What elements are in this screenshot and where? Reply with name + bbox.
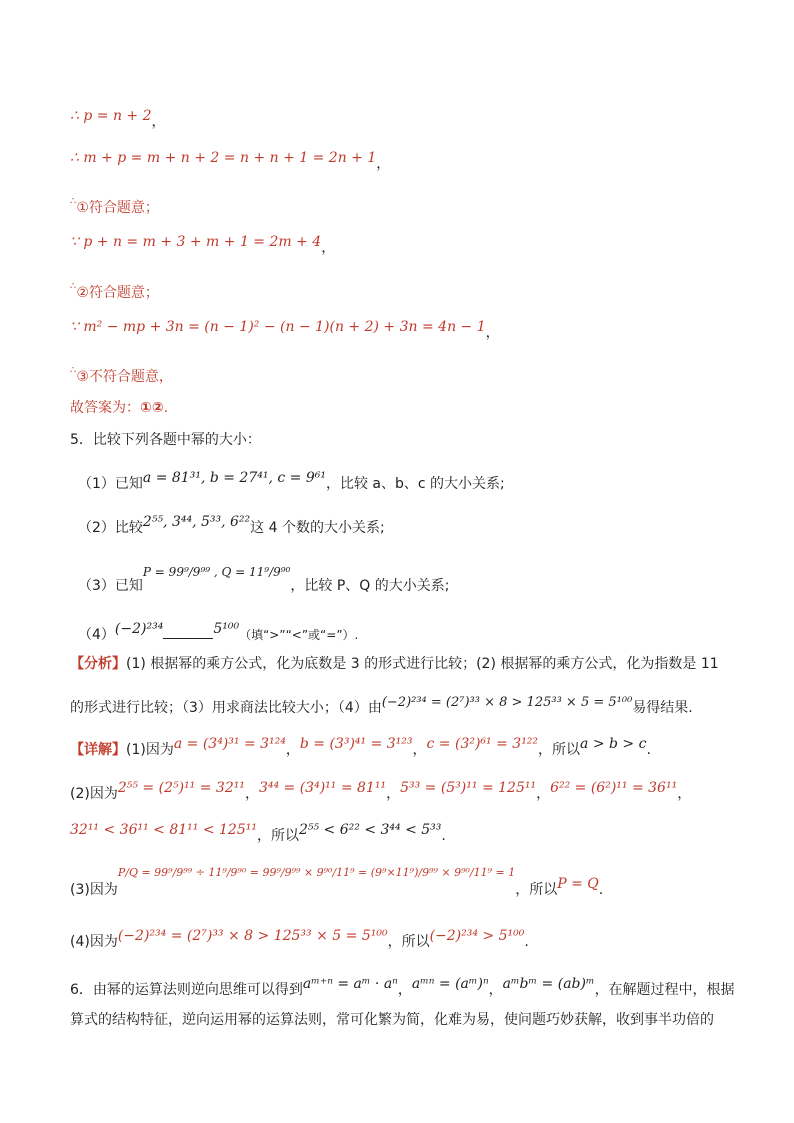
analysis-text: 的形式进行比较；（3）用求商法比较大小；（4）由 <box>70 700 382 716</box>
conclusion-text: ③不符合题意， <box>76 369 173 385</box>
detail-text: . <box>524 934 529 950</box>
question-5-part-2 <box>78 514 385 538</box>
punctuation: ， <box>376 156 391 172</box>
solution-line <box>70 232 336 256</box>
detail-math: b = (3³)⁴¹ = 3¹²³ <box>299 736 413 752</box>
solution-line <box>70 283 159 305</box>
question-math: aᵐⁿ = (aᵐ)ⁿ <box>411 976 489 992</box>
question-text: ，在解题过程中，根据 <box>594 982 735 998</box>
part-label: （3）已知 <box>78 578 143 594</box>
analysis-label: 【分析】 <box>70 656 126 672</box>
part-text: ，比较 P、Q 的大小关系; <box>290 578 450 594</box>
question-text: 6．由幂的运算法则逆向思维可以得到 <box>70 982 303 998</box>
detail-text: (4)因为 <box>70 934 118 950</box>
question-5-part-4 <box>78 621 359 645</box>
punctuation: ， <box>485 325 500 341</box>
equation: ∴ p = n + 2 <box>70 108 152 124</box>
detail-text: ， <box>677 786 692 802</box>
detail-text: (1)因为 <box>126 742 174 758</box>
part-math: a = 81³¹, b = 27⁴¹, c = 9⁶¹ <box>142 470 326 486</box>
question-math: aᵐ⁺ⁿ = aᵐ · aⁿ <box>302 976 398 992</box>
equation: ∵ m² − mp + 3n = (n − 1)² − (n − 1)(n + 2) + 3n = 4n − 1 <box>70 319 486 335</box>
detail-math: P = Q <box>557 876 599 892</box>
detail-text: ， <box>412 742 427 758</box>
detail-text: ， <box>285 742 300 758</box>
part-math: 2⁵⁵, 3⁴⁴, 5³³, 6²² <box>142 514 251 530</box>
part-text: 这 4 个数的大小关系; <box>250 520 385 536</box>
detail-line-3 <box>70 822 446 846</box>
part-label: （1）已知 <box>78 476 143 492</box>
answer-label: 故答案为： <box>70 400 140 416</box>
detail-math: 2⁵⁵ = (2⁵)¹¹ = 32¹¹ <box>117 780 245 796</box>
detail-text: ，所以 <box>515 882 558 898</box>
answer-blank[interactable] <box>163 624 213 639</box>
detail-math: 5³³ = (5³)¹¹ = 125¹¹ <box>400 780 537 796</box>
part-math-right: 5¹⁰⁰ <box>213 621 240 637</box>
answer-value: ①② <box>140 400 164 416</box>
detail-math: 3⁴⁴ = (3⁴)¹¹ = 81¹¹ <box>258 780 387 796</box>
detail-text: . <box>598 882 604 898</box>
detail-math: a > b > c <box>580 736 647 752</box>
solution-line <box>70 198 159 220</box>
detail-math: a = (3⁴)³¹ = 3¹²⁴ <box>173 736 286 752</box>
punctuation: ， <box>151 114 166 130</box>
detail-math: (−2)²³⁴ > 5¹⁰⁰ <box>429 928 525 944</box>
detail-line-5 <box>70 928 529 952</box>
question-6-line-2: 算式的结构特征，逆向运用幂的运算法则，常可化繁为简，化难为易，使问题巧妙获解，收到事半功倍的 <box>70 1012 714 1028</box>
part-text: （填“>”“<”或“=”）. <box>239 628 359 642</box>
detail-line-1 <box>70 736 651 760</box>
part-label: （4） <box>78 627 115 643</box>
question-5-title: 5．比较下列各题中幂的大小： <box>70 432 261 448</box>
detail-text: ，所以 <box>538 742 581 758</box>
solution-line <box>70 317 500 341</box>
part-math: P = 99⁹/9⁹⁹ , Q = 11⁹/9⁹⁰ <box>142 565 291 579</box>
question-5-part-1 <box>78 470 505 494</box>
detail-text: ，所以 <box>387 934 430 950</box>
punctuation: . <box>163 400 169 416</box>
therefore-symbol: ∴ <box>70 281 77 292</box>
detail-math: c = (3²)⁶¹ = 3¹²² <box>426 736 539 752</box>
analysis-line-1 <box>70 654 719 674</box>
detail-math: (−2)²³⁴ = (2⁷)³³ × 8 > 125³³ × 5 = 5¹⁰⁰ <box>117 928 388 944</box>
conclusion-text: ①符合题意； <box>76 200 159 216</box>
solution-line <box>70 367 173 389</box>
question-6-line-1: 6．由幂的运算法则逆向思维可以得到aᵐ⁺ⁿ = aᵐ · aⁿ，aᵐⁿ = (aᵐ)ⁿ，aᵐbᵐ = (ab)ᵐ，在解题过程中，根据 <box>70 976 735 998</box>
equation: ∵ p + n = m + 3 + m + 1 = 2m + 4 <box>70 234 322 250</box>
analysis-text: (1) 根据幂的乘方公式，化为底数是 3 的形式进行比较；(2) 根据幂的乘方公式，化为指数是 11 <box>126 656 719 672</box>
detail-text: ，所以 <box>256 828 299 844</box>
solution-line <box>70 106 166 130</box>
detail-text: (2)因为 <box>70 786 118 802</box>
conclusion-text: ②符合题意； <box>76 285 159 301</box>
answer-line <box>70 398 168 418</box>
therefore-symbol: ∴ <box>70 365 77 376</box>
analysis-text: 易得结果. <box>632 700 693 716</box>
detail-line-2: (2)因为2⁵⁵ = (2⁵)¹¹ = 32¹¹，3⁴⁴ = (3⁴)¹¹ = 81¹¹，5³³ = (5³)¹¹ = 125¹¹，6²² = (6²)¹¹ = 36¹¹， <box>70 780 692 802</box>
question-math: aᵐbᵐ = (ab)ᵐ <box>502 976 595 992</box>
equation: ∴ m + p = m + n + 2 = n + n + 1 = 2n + 1 <box>70 150 377 166</box>
detail-text: . <box>646 742 651 758</box>
detail-math: 32¹¹ < 36¹¹ < 81¹¹ < 125¹¹ <box>70 822 257 838</box>
detail-label: 【详解】 <box>70 742 126 758</box>
part-math-left: (−2)²³⁴ <box>114 621 164 637</box>
detail-math: P/Q = 99⁹/9⁹⁹ ÷ 11⁹/9⁹⁰ = 99⁹/9⁹⁹ × 9⁹⁰/11⁹ = (9⁹×11⁹)/9⁹⁹ × 9⁹⁰/11⁹ = 1 <box>117 866 516 879</box>
detail-text: . <box>441 828 446 844</box>
therefore-symbol: ∴ <box>70 196 77 207</box>
punctuation: ， <box>321 240 336 256</box>
solution-line <box>70 148 391 172</box>
analysis-line-2 <box>70 695 693 719</box>
question-5-part-3 <box>78 565 450 596</box>
analysis-math: (−2)²³⁴ = (2⁷)³³ × 8 > 125³³ × 5 = 5¹⁰⁰ <box>381 695 633 710</box>
detail-math: 6²² = (6²)¹¹ = 36¹¹ <box>550 780 678 796</box>
detail-math: 2⁵⁵ < 6²² < 3⁴⁴ < 5³³ <box>298 822 442 838</box>
part-text: ，比较 a、b、c 的大小关系; <box>325 476 505 492</box>
detail-text: (3)因为 <box>70 882 118 898</box>
part-label: （2）比较 <box>78 520 143 536</box>
